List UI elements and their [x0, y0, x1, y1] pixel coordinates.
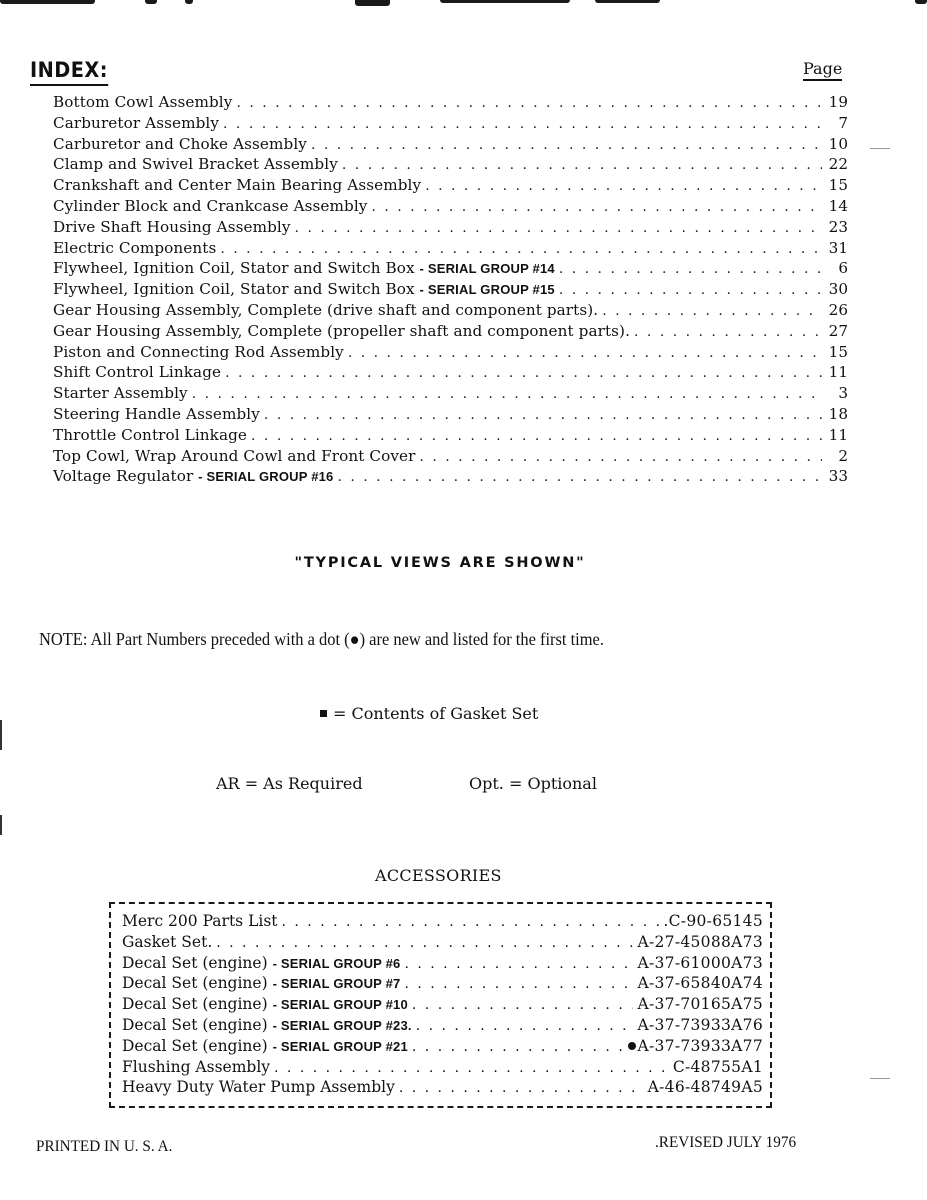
square-bullet-icon	[320, 710, 327, 717]
new-part-dot-icon	[628, 1042, 636, 1050]
index-entry-page: 14	[828, 196, 848, 215]
index-entry[interactable]	[53, 114, 848, 135]
index-entry-title: Steering Handle Assembly	[53, 404, 260, 423]
accessory-name: Decal Set (engine)	[122, 1015, 268, 1034]
index-entry-title: Gear Housing Assembly, Complete (propeller shaft and component parts).	[53, 321, 631, 340]
index-entry-title: Clamp and Swivel Bracket Assembly	[53, 155, 338, 174]
part-number: A-37-61000A73	[637, 953, 763, 972]
accessory-name: Decal Set (engine)	[122, 953, 268, 972]
part-number: C-48755A1	[672, 1057, 763, 1076]
leader-dots	[274, 1060, 669, 1076]
index-entry-page: 27	[828, 321, 848, 340]
printed-in-usa: PRINTED IN U. S. A.	[36, 1138, 173, 1155]
leader-dots	[412, 1039, 625, 1055]
leader-dots	[371, 199, 822, 215]
index-entry[interactable]	[53, 405, 848, 426]
revision-date: .REVISED JULY 1976	[655, 1134, 797, 1151]
part-number: A-46-48749A5	[647, 1078, 763, 1097]
index-entry-title: Top Cowl, Wrap Around Cowl and Front Cover	[53, 446, 416, 465]
leader-dots	[251, 428, 822, 444]
leader-dots	[216, 935, 633, 951]
index-entry-title: Shift Control Linkage	[53, 363, 222, 382]
index-entry-page: 19	[828, 93, 848, 111]
index-heading: INDEX:	[30, 58, 108, 82]
accessory-name: Flushing Assembly	[122, 1057, 271, 1076]
leader-dots	[425, 178, 822, 194]
page-column-heading: Page	[803, 59, 843, 78]
leader-dots	[295, 220, 822, 236]
index-entry-page: 15	[828, 176, 848, 195]
accessory-item[interactable]	[122, 912, 763, 933]
part-number: .C-90-65145	[663, 912, 763, 930]
accessories-title: ACCESSORIES	[375, 866, 502, 885]
gasket-legend	[320, 704, 538, 723]
index-entry-title: Flywheel, Ignition Coil, Stator and Switch Box	[53, 259, 415, 278]
leader-dots	[559, 261, 822, 277]
serial-group-label: - SERIAL GROUP #21	[272, 1038, 408, 1054]
part-number: A-37-73933A77	[637, 1036, 763, 1055]
index-entry-title: Throttle Control Linkage	[53, 425, 248, 444]
accessory-item[interactable]	[122, 1078, 763, 1099]
index-entry[interactable]	[53, 218, 848, 239]
index-entry[interactable]	[53, 135, 848, 156]
part-number: A-37-73933A76	[637, 1015, 763, 1034]
accessory-name: Merc 200 Parts List	[122, 912, 278, 930]
serial-group-label: - SERIAL GROUP #15	[419, 282, 555, 298]
index-entry[interactable]	[53, 426, 848, 447]
index-entry-title: Crankshaft and Center Main Bearing Assembly	[53, 176, 422, 195]
index-entry[interactable]	[53, 259, 848, 280]
index-entry[interactable]	[53, 363, 848, 384]
leader-dots	[236, 95, 822, 111]
index-entry-page: 18	[828, 404, 848, 423]
accessory-item[interactable]	[122, 954, 763, 975]
serial-group-label: - SERIAL GROUP #23.	[272, 1017, 412, 1033]
accessory-item[interactable]	[122, 1016, 763, 1037]
leader-dots	[559, 282, 822, 298]
leader-dots	[337, 469, 822, 485]
accessory-name: Heavy Duty Water Pump Assembly	[122, 1078, 395, 1097]
index-entry-page: 11	[828, 425, 848, 444]
leader-dots	[634, 324, 822, 340]
leader-dots	[192, 386, 822, 402]
scan-margin-mark	[870, 1078, 890, 1079]
index-entry[interactable]	[53, 343, 848, 364]
index-entry-page: 31	[828, 238, 848, 257]
new-part-note: NOTE: All Part Numbers preceded with a dot (●) are new and listed for the first time.	[39, 629, 604, 649]
index-entry-title: Cylinder Block and Crankcase Assembly	[53, 196, 368, 215]
index-entry-title: Voltage Regulator	[53, 467, 194, 486]
leader-dots	[264, 407, 822, 423]
index-entry[interactable]	[53, 322, 848, 343]
scan-edge-artifact	[0, 0, 927, 8]
serial-group-label: - SERIAL GROUP #16	[198, 469, 334, 485]
as-required-legend: AR = As Required	[216, 774, 363, 793]
index-entry-title: Bottom Cowl Assembly	[53, 93, 233, 111]
leader-dots	[416, 1018, 634, 1034]
leader-dots	[602, 303, 822, 319]
index-entry[interactable]	[53, 467, 848, 488]
scan-margin-mark	[870, 148, 890, 149]
index-entry-title: Electric Components	[53, 238, 217, 257]
index-entry[interactable]	[53, 280, 848, 301]
leader-dots	[399, 1080, 644, 1096]
accessory-item[interactable]	[122, 974, 763, 995]
index-entry-page: 2	[838, 446, 848, 465]
optional-legend: Opt. = Optional	[469, 774, 597, 793]
index-entry-page: 15	[828, 342, 848, 361]
serial-group-label: - SERIAL GROUP #10	[272, 997, 408, 1013]
scan-margin-mark	[0, 815, 2, 835]
index-entry-page: 23	[828, 217, 848, 236]
index-entry[interactable]	[53, 93, 848, 114]
accessory-name: Decal Set (engine)	[122, 974, 268, 993]
index-entry-page: 7	[838, 113, 848, 132]
accessory-item[interactable]	[122, 1037, 763, 1058]
gasket-legend-text: = Contents of Gasket Set	[333, 704, 539, 723]
leader-dots	[311, 137, 822, 153]
index-entry[interactable]	[53, 155, 848, 176]
index-entry-title: Flywheel, Ignition Coil, Stator and Switch Box	[53, 280, 415, 299]
index-entry-page: 11	[828, 363, 848, 382]
index-list	[53, 93, 848, 488]
part-number: A-37-65840A74	[637, 974, 763, 993]
part-number-new	[628, 1037, 763, 1055]
leader-dots	[412, 997, 634, 1013]
index-entry-page: 33	[828, 467, 848, 486]
index-entry-page: 26	[828, 300, 848, 319]
accessory-name: Decal Set (engine)	[122, 1036, 268, 1055]
leader-dots	[223, 116, 822, 132]
index-entry-page: 3	[838, 384, 848, 403]
accessory-item[interactable]	[122, 995, 763, 1016]
index-entry[interactable]	[53, 384, 848, 405]
leader-dots	[342, 157, 822, 173]
serial-group-label: - SERIAL GROUP #6	[272, 955, 401, 971]
index-entry[interactable]	[53, 447, 848, 468]
index-entry-title: Piston and Connecting Rod Assembly	[53, 342, 344, 361]
part-number: A-27-45088A73	[637, 932, 763, 951]
serial-group-label: - SERIAL GROUP #7	[272, 976, 401, 992]
accessory-item[interactable]	[122, 933, 763, 954]
typical-views-notice: "TYPICAL VIEWS ARE SHOWN"	[294, 555, 586, 571]
serial-group-label: - SERIAL GROUP #14	[419, 261, 555, 277]
leader-dots	[404, 976, 633, 992]
accessory-item[interactable]	[122, 1058, 763, 1079]
index-entry-title: Drive Shaft Housing Assembly	[53, 217, 291, 236]
index-entry-page: 6	[838, 259, 848, 278]
leader-dots	[419, 449, 822, 465]
index-entry[interactable]	[53, 176, 848, 197]
leader-dots	[404, 956, 633, 972]
index-entry[interactable]	[53, 301, 848, 322]
index-entry-title: Starter Assembly	[53, 384, 188, 403]
accessory-name: Gasket Set.	[122, 932, 213, 951]
accessories-list	[122, 912, 763, 1099]
index-entry-title: Carburetor Assembly	[53, 113, 220, 132]
leader-dots	[282, 914, 660, 930]
index-entry-title: Carburetor and Choke Assembly	[53, 134, 307, 153]
index-entry-page: 22	[828, 155, 848, 174]
index-entry[interactable]	[53, 239, 848, 260]
index-entry[interactable]	[53, 197, 848, 218]
index-entry-page: 30	[828, 280, 848, 299]
leader-dots	[225, 365, 822, 381]
leader-dots	[220, 241, 822, 257]
leader-dots	[348, 345, 822, 361]
part-number: A-37-70165A75	[637, 995, 763, 1014]
accessory-name: Decal Set (engine)	[122, 995, 268, 1014]
scan-margin-mark	[0, 720, 2, 750]
index-entry-title: Gear Housing Assembly, Complete (drive shaft and component parts).	[53, 300, 599, 319]
index-entry-page: 10	[828, 134, 848, 153]
